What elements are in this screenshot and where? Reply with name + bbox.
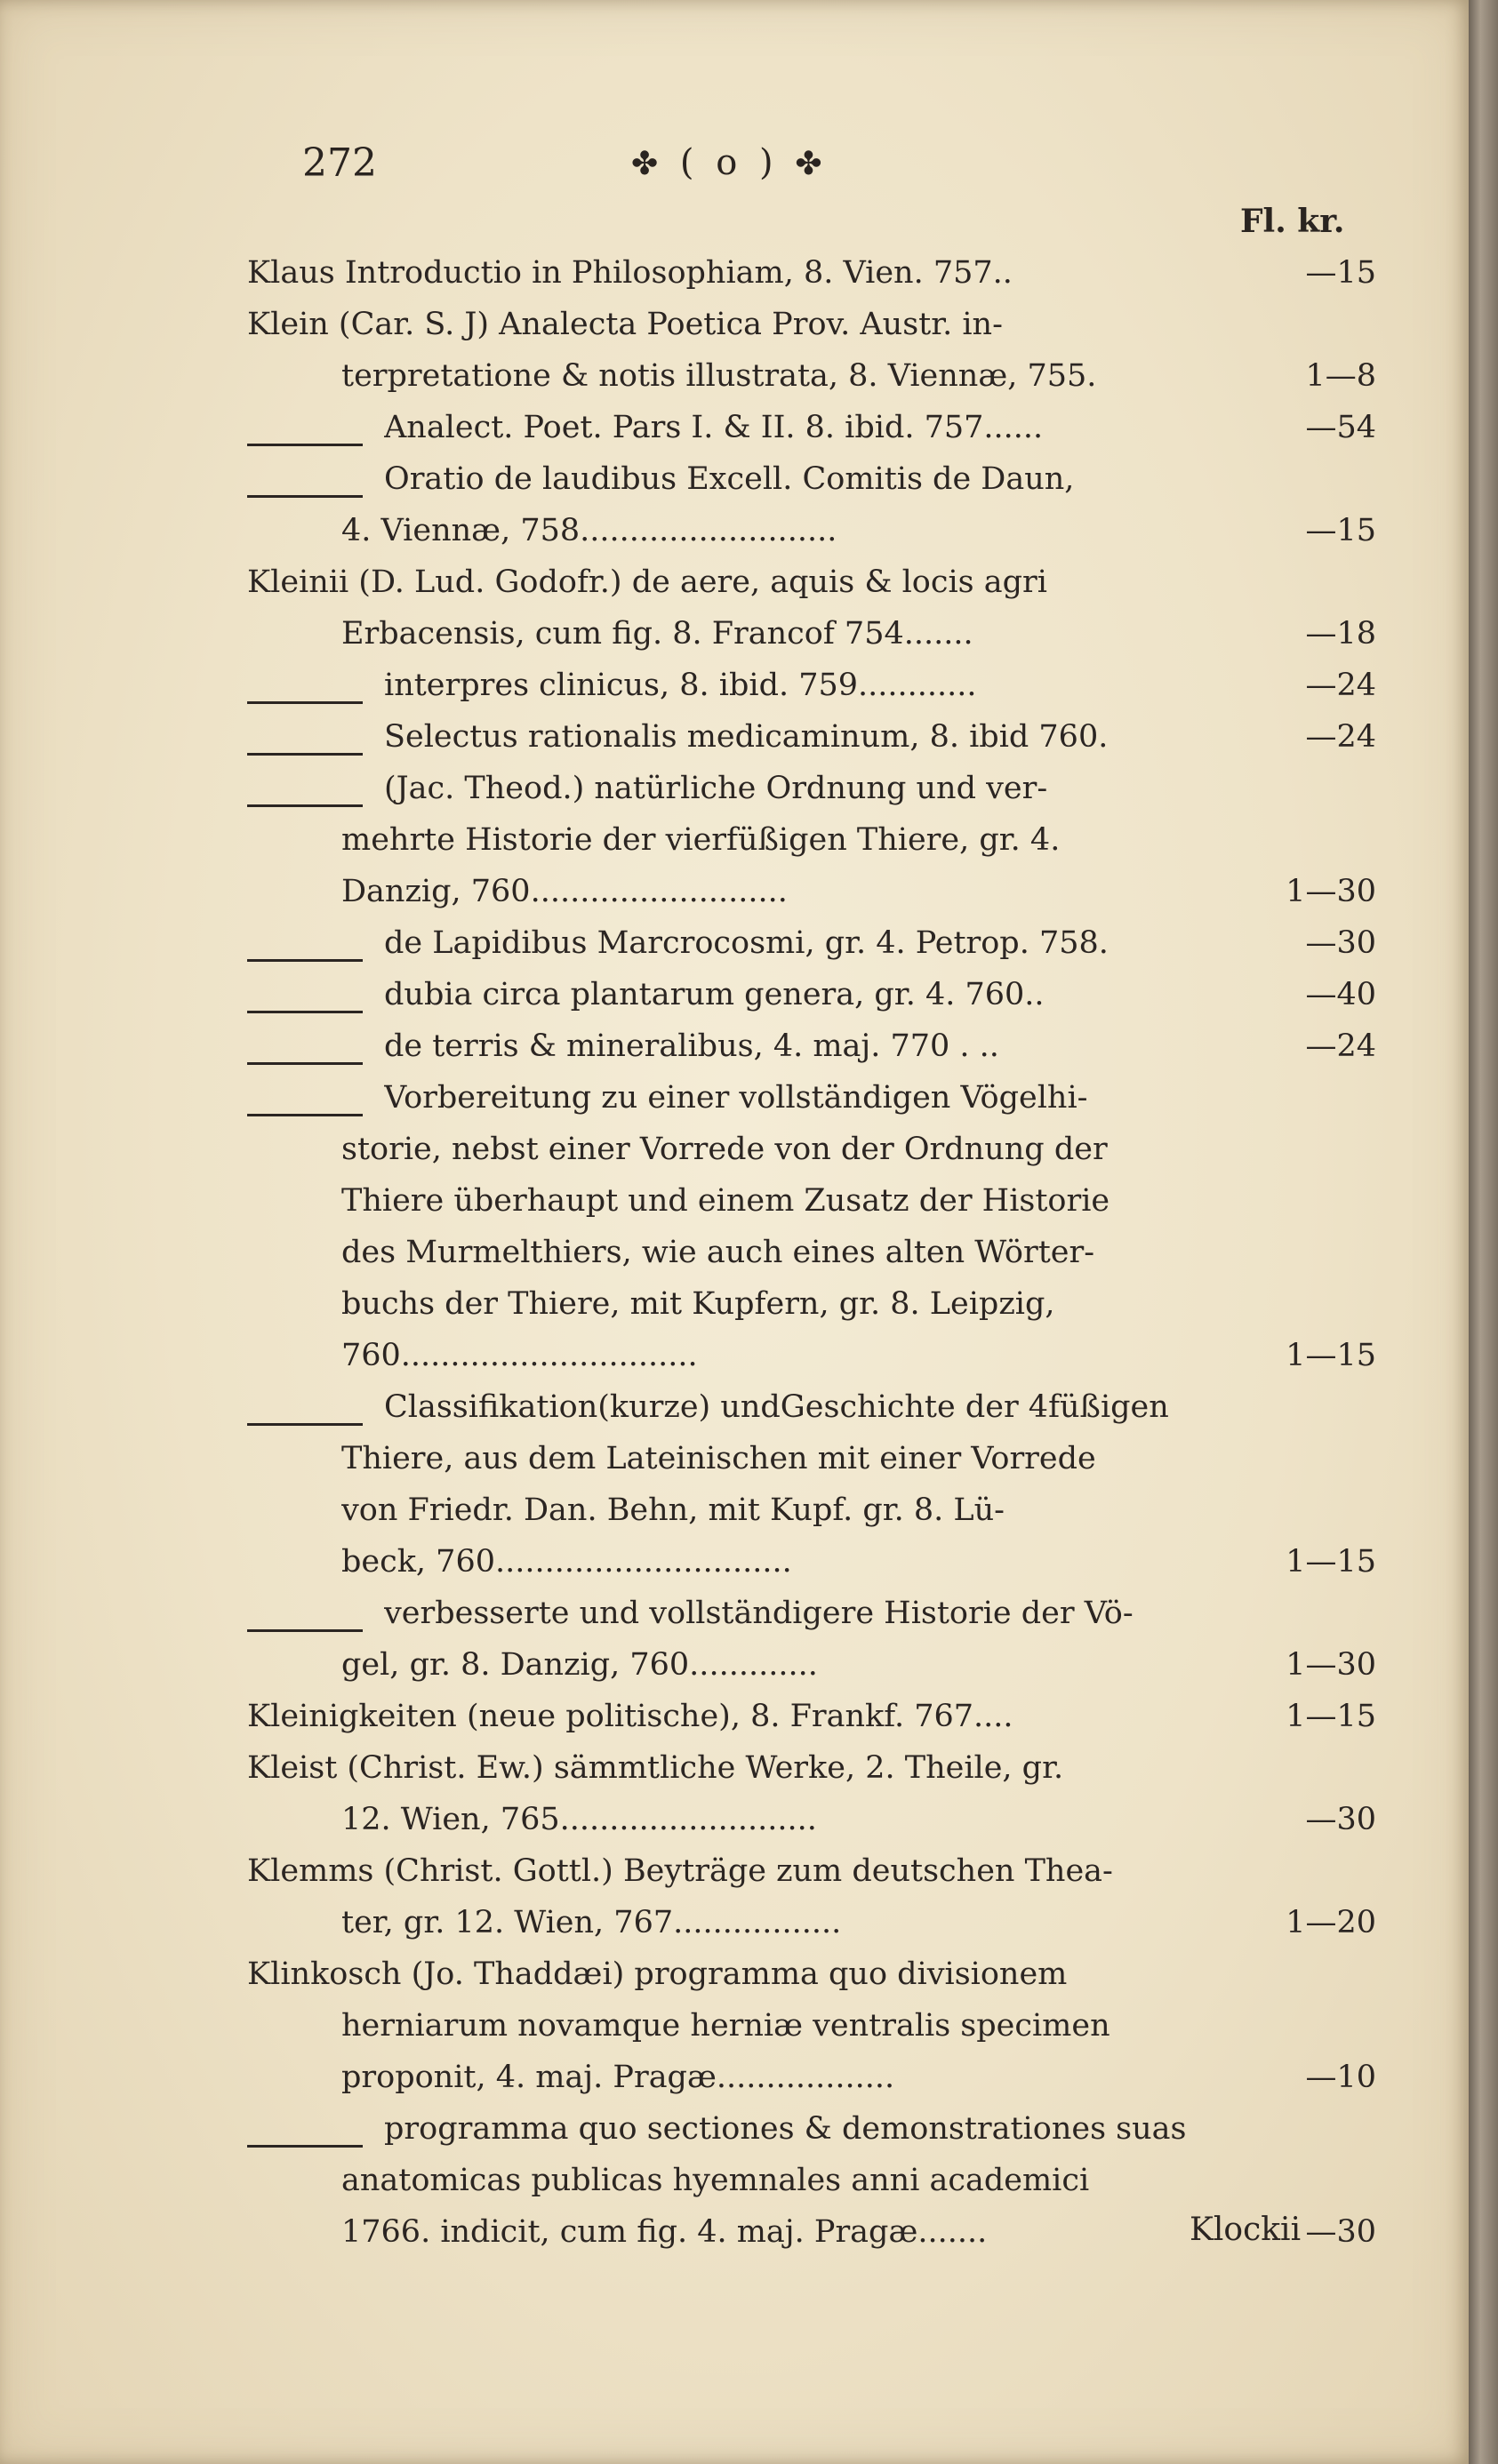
entry-price: 1—30 — [1286, 874, 1376, 909]
header-ornament — [631, 142, 828, 183]
entry-text: Vorbereitung zu einer vollständigen Vögelhi- — [384, 1080, 1088, 1116]
catalogue-line — [247, 1020, 1376, 1072]
entry-text: 12. Wien, 765.......................... — [341, 1802, 817, 1837]
catalogue-line — [247, 2155, 1376, 2206]
ditto-dash — [247, 753, 363, 756]
ditto-dash — [247, 804, 363, 807]
entry-text: Klein (Car. S. J) Analecta Poetica Prov. Austr. in- — [247, 307, 1003, 342]
entry-price: 1—8 — [1305, 358, 1376, 394]
entry-text: Classifikation(kurze) undGeschichte der 4füßigen — [384, 1389, 1169, 1425]
page-number: 272 — [302, 140, 377, 186]
catalogue-line — [247, 1845, 1376, 1897]
catalogue-line — [247, 1588, 1376, 1639]
ornament-right-icon: ✤ — [795, 146, 828, 182]
catalogue-line — [247, 1330, 1376, 1381]
catalogue-line — [247, 1897, 1376, 1948]
catalogue-line — [247, 814, 1376, 866]
ditto-dash — [247, 1114, 363, 1116]
catalogue-line — [247, 2103, 1376, 2155]
catalogue-line — [247, 2000, 1376, 2052]
entry-text: mehrte Historie der vierfüßigen Thiere, gr. 4. — [341, 822, 1061, 858]
entry-price: —30 — [1305, 925, 1376, 961]
ditto-dash — [247, 701, 363, 704]
entry-text: buchs der Thiere, mit Kupfern, gr. 8. Leipzig, — [341, 1286, 1055, 1322]
entry-text: des Murmelthiers, wie auch eines alten Wörter- — [341, 1235, 1095, 1270]
entry-price: —15 — [1305, 513, 1376, 548]
catalogue-line — [247, 2052, 1376, 2103]
ditto-dash — [247, 2145, 363, 2148]
book-spine — [1469, 0, 1498, 2464]
entry-text: Erbacensis, cum fig. 8. Francof 754....... — [341, 616, 973, 652]
entry-price: —24 — [1305, 668, 1376, 703]
catalogue-line — [247, 1227, 1376, 1278]
entry-text: storie, nebst einer Vorrede von der Ordnung der — [341, 1132, 1108, 1167]
entry-text: 1766. indicit, cum fig. 4. maj. Pragæ....... — [341, 2214, 988, 2250]
catalogue-line — [247, 969, 1376, 1020]
entry-price: 1—30 — [1286, 1647, 1376, 1683]
entry-text: dubia circa plantarum genera, gr. 4. 760.. — [384, 977, 1045, 1012]
ornament-left-icon: ✤ — [631, 146, 664, 182]
catalogue-line — [247, 350, 1376, 402]
ditto-dash — [247, 1629, 363, 1632]
catalogue-line — [247, 660, 1376, 711]
catalogue-line — [247, 556, 1376, 608]
entry-text: terpretatione & notis illustrata, 8. Viennæ, 755. — [341, 358, 1097, 394]
entry-price: —10 — [1305, 2060, 1376, 2095]
entry-price: —30 — [1305, 2214, 1376, 2250]
catalogue-line — [247, 505, 1376, 556]
entry-price: 1—15 — [1286, 1544, 1376, 1580]
entry-price: —18 — [1305, 616, 1376, 652]
entry-text: herniarum novamque herniæ ventralis specimen — [341, 2008, 1110, 2044]
entry-text: 4. Viennæ, 758.......................... — [341, 513, 837, 548]
catalogue-line — [247, 299, 1376, 350]
ditto-dash — [247, 959, 363, 962]
entry-text: verbesserte und vollständigere Historie der Vö- — [384, 1596, 1134, 1631]
entry-text: Danzig, 760.......................... — [341, 874, 788, 909]
catalogue-line — [247, 1072, 1376, 1124]
entry-text: Kleist (Christ. Ew.) sämmtliche Werke, 2. Theile, gr. — [247, 1750, 1064, 1786]
currency-columns-heading: Fl. kr. — [1240, 203, 1345, 240]
entry-text: (Jac. Theod.) natürliche Ordnung und ver- — [384, 771, 1048, 806]
entry-price: —24 — [1305, 1028, 1376, 1064]
catalogue-line — [247, 247, 1376, 299]
catalogue-line — [247, 1433, 1376, 1484]
entry-price: —15 — [1305, 255, 1376, 291]
entry-price: —30 — [1305, 1802, 1376, 1837]
catalogue-line — [247, 453, 1376, 505]
entry-text: Selectus rationalis medicaminum, 8. ibid 760. — [384, 719, 1109, 755]
entry-text: ter, gr. 12. Wien, 767................. — [341, 1905, 842, 1940]
entry-text: Analect. Poet. Pars I. & II. 8. ibid. 757...... — [384, 410, 1044, 445]
entry-text: Kleinigkeiten (neue politische), 8. Frankf. 767.... — [247, 1699, 1013, 1734]
catalogue-line — [247, 1948, 1376, 2000]
entry-text: Thiere überhaupt und einem Zusatz der Historie — [341, 1183, 1110, 1219]
catalogue-line — [247, 1639, 1376, 1691]
ditto-dash — [247, 1062, 363, 1065]
catalogue-line — [247, 402, 1376, 453]
entry-text: 760.............................. — [341, 1338, 698, 1373]
entry-text: Klinkosch (Jo. Thaddæi) programma quo divisionem — [247, 1956, 1068, 1992]
entry-text: anatomicas publicas hyemnales anni academici — [341, 2163, 1090, 2198]
entry-text: de terris & mineralibus, 4. maj. 770 . .. — [384, 1028, 999, 1064]
catalogue-line — [247, 1381, 1376, 1433]
entry-price: —24 — [1305, 719, 1376, 755]
entry-text: programma quo sectiones & demonstrationes suas — [384, 2111, 1187, 2147]
catalogue-line — [247, 1124, 1376, 1175]
entry-text: beck, 760.............................. — [341, 1544, 792, 1580]
ditto-dash — [247, 1423, 363, 1426]
catalogue-line — [247, 1278, 1376, 1330]
entry-text: Kleinii (D. Lud. Godofr.) de aere, aquis & locis agri — [247, 564, 1047, 600]
entry-price: 1—20 — [1286, 1905, 1376, 1940]
catalogue-line — [247, 1691, 1376, 1742]
ditto-dash — [247, 495, 363, 498]
catalogue-entries — [247, 247, 1376, 2258]
entry-price: 1—15 — [1286, 1338, 1376, 1373]
entry-text: interpres clinicus, 8. ibid. 759............ — [384, 668, 977, 703]
catchword: Klockii — [1190, 2212, 1302, 2248]
entry-text: Oratio de laudibus Excell. Comitis de Daun, — [384, 461, 1075, 497]
entry-text: Thiere, aus dem Lateinischen mit einer Vorrede — [341, 1441, 1096, 1476]
entry-text: gel, gr. 8. Danzig, 760............. — [341, 1647, 818, 1683]
entry-price: 1—15 — [1286, 1699, 1376, 1734]
ditto-dash — [247, 1011, 363, 1013]
catalogue-line — [247, 1794, 1376, 1845]
entry-text: Klaus Introductio in Philosophiam, 8. Vien. 757.. — [247, 255, 1013, 291]
ditto-dash — [247, 444, 363, 446]
catalogue-line — [247, 866, 1376, 917]
catalogue-line — [247, 1742, 1376, 1794]
ornament-center: ( o ) — [679, 142, 779, 183]
entry-text: proponit, 4. maj. Pragæ.................. — [341, 2060, 895, 2095]
entry-price: —54 — [1305, 410, 1376, 445]
catalogue-line — [247, 608, 1376, 660]
catalogue-line — [247, 711, 1376, 763]
catalogue-line — [247, 1536, 1376, 1588]
entry-price: —40 — [1305, 977, 1376, 1012]
catalogue-line — [247, 1484, 1376, 1536]
entry-text: de Lapidibus Marcrocosmi, gr. 4. Petrop. 758. — [384, 925, 1109, 961]
catalogue-line — [247, 917, 1376, 969]
entry-text: von Friedr. Dan. Behn, mit Kupf. gr. 8. Lü- — [341, 1492, 1005, 1528]
entry-text: Klemms (Christ. Gottl.) Beyträge zum deutschen Thea- — [247, 1853, 1113, 1889]
catalogue-line — [247, 763, 1376, 814]
catalogue-line — [247, 1175, 1376, 1227]
page-header — [302, 140, 1326, 194]
